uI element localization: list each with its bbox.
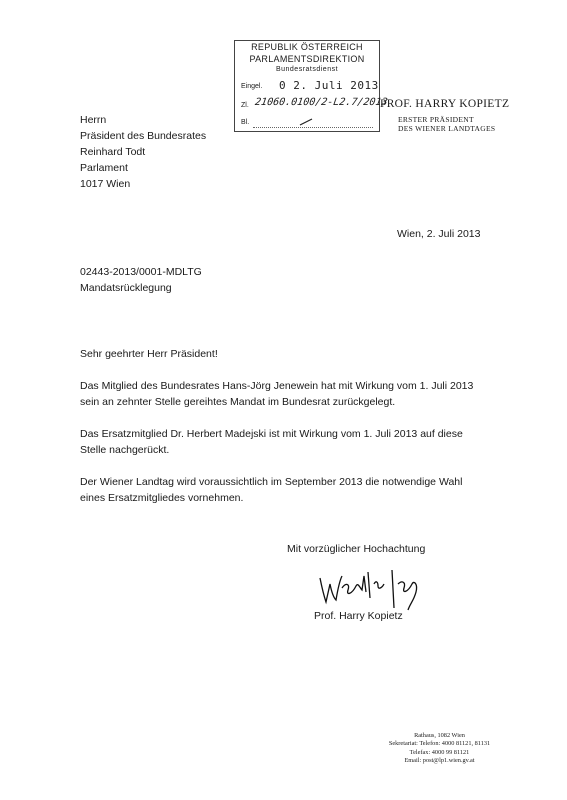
stamp-check-mark (299, 117, 313, 127)
stamp-eingel-value: 0 2. Juli 2013 (279, 79, 379, 92)
footer-address: Rathaus, 1082 Wien (414, 732, 465, 739)
paragraph-line: Das Ersatzmitglied Dr. Herbert Madejski ist mit Wirkung vom 1. Juli 2013 auf diese (80, 428, 463, 440)
addressee-block (80, 112, 206, 192)
letterhead-name: PROF. HARRY KOPIETZ (380, 98, 510, 110)
paragraph-line: Der Wiener Landtag wird voraussichtlich im September 2013 die notwendige Wahl (80, 476, 463, 488)
stamp-bl-line (253, 127, 373, 128)
paragraph-line: Das Mitglied des Bundesrates Hans-Jörg Jenewein hat mit Wirkung vom 1. Juli 2013 (80, 380, 474, 392)
stamp-line-3: Bundesratsdienst (275, 66, 339, 73)
paragraph-1 (80, 378, 510, 410)
stamp-bl-label: Bl. (241, 119, 250, 126)
salutation: Sehr geehrter Herr Präsident! (80, 348, 218, 360)
letterhead-title-2: DES WIENER LANDTAGES (398, 124, 496, 133)
footer-fax: Telefax: 4000 99 81121 (409, 748, 470, 756)
closing-phrase: Mit vorzüglicher Hochachtung (287, 543, 426, 555)
footer-phone: Sekretariat: Telefon: 4000 81121, 81131 (388, 740, 491, 748)
stamp-zl-label: Zl. (241, 102, 249, 109)
signature-name: Prof. Harry Kopietz (314, 610, 403, 622)
paragraph-3 (80, 474, 510, 506)
addressee-line: Parlament (80, 162, 128, 174)
incoming-stamp (234, 40, 389, 132)
addressee-line: 1017 Wien (80, 178, 131, 190)
footer-contact (382, 732, 497, 765)
letter-date: Wien, 2. Juli 2013 (397, 228, 481, 240)
paragraph-line: Stelle nachgerückt. (80, 444, 170, 456)
stamp-eingel-label: Eingel. (241, 83, 263, 90)
stamp-zl-value: 21060.0100/2-L2.7/2013 (254, 97, 389, 108)
reference-subject: Mandatsrücklegung (80, 282, 172, 294)
reference-block (80, 264, 202, 296)
handwritten-signature (314, 558, 424, 614)
letterhead-title-1: ERSTER PRÄSIDENT (398, 115, 474, 124)
addressee-line: Präsident des Bundesrates (80, 130, 207, 142)
paragraph-line: sein an zehnter Stelle gereihtes Mandat im Bundesrat zurückgelegt. (80, 396, 396, 408)
footer-email: Email: post@lp1.wien.gv.at (404, 756, 475, 764)
reference-number: 02443-2013/0001-MDLTG (80, 266, 202, 278)
addressee-line: Reinhard Todt (80, 146, 146, 158)
stamp-line-1: REPUBLIK ÖSTERREICH (251, 42, 363, 52)
addressee-line: Herrn (80, 114, 107, 126)
paragraph-2 (80, 426, 510, 458)
paragraph-line: eines Ersatzmitgliedes vornehmen. (80, 492, 244, 504)
stamp-line-2: PARLAMENTSDIREKTION (249, 53, 365, 64)
